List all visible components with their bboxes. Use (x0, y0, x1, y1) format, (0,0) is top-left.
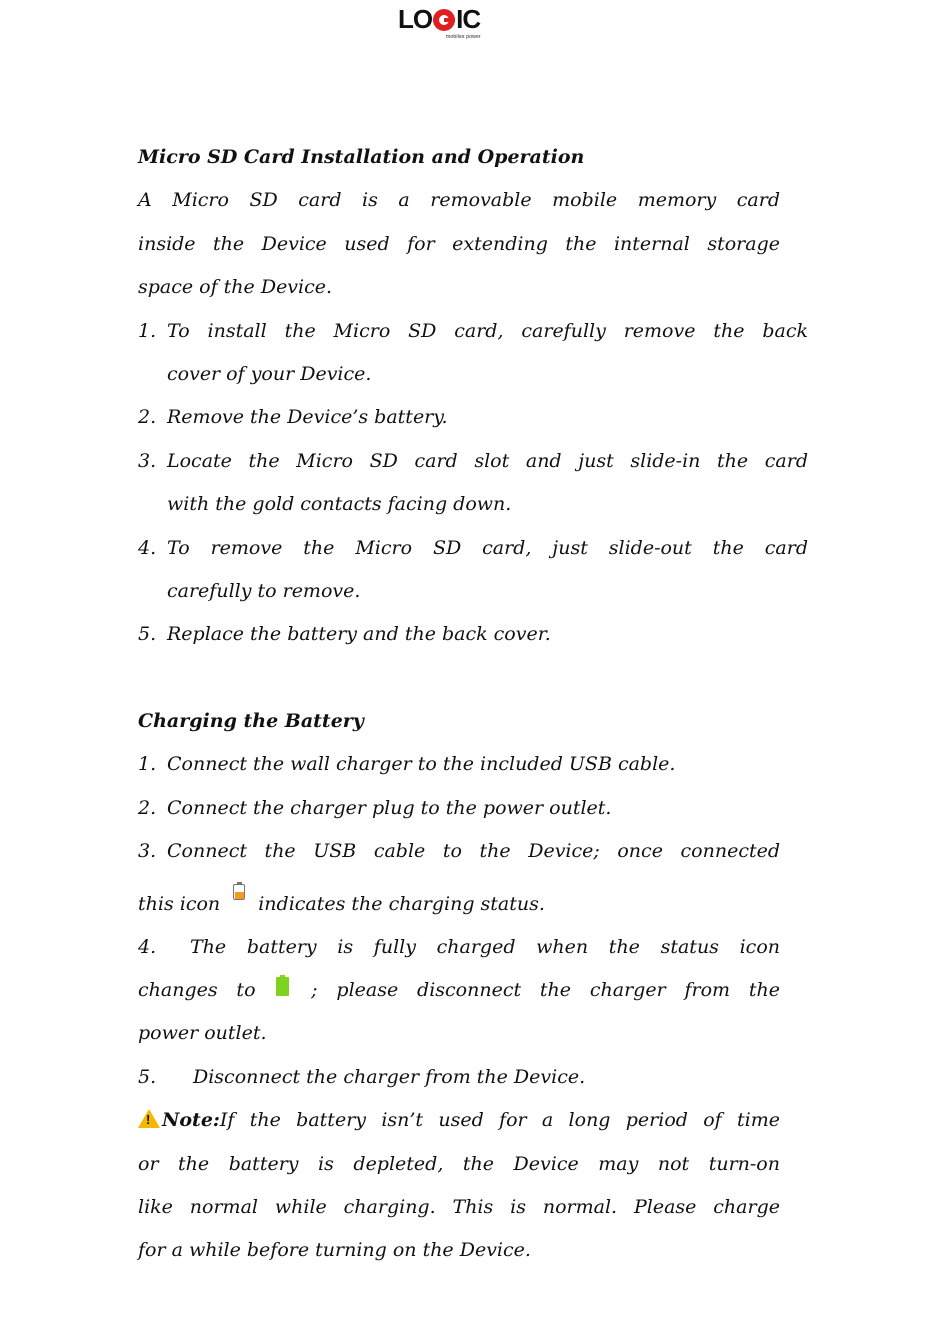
sd-section-heading: Micro SD Card Installation and Operation (138, 146, 585, 168)
charge-step-1-text: Connect the wall charger to the included USB cable. (167, 753, 676, 776)
document-body (138, 136, 808, 1273)
charge-step-4-text: The battery is fully charged when the status icon (190, 935, 780, 958)
charge-step-4-text-after: ; please disconnect the charger from the (311, 979, 780, 1002)
charge-step-2-number: 2. (138, 796, 157, 819)
charge-step-2 (138, 787, 780, 830)
charge-step-4-text-before: changes to (138, 979, 256, 1002)
charge-step-3-cont (138, 874, 780, 926)
sd-step-2-text: Remove the Device’s battery. (167, 406, 448, 429)
sd-intro-line-1: A Micro SD card is a removable mobile memory card (138, 189, 780, 212)
note-line-2: or the battery is depleted, the Device may not turn-on (138, 1152, 780, 1175)
charge-step-4-cont (138, 969, 780, 1012)
battery-full-icon (276, 975, 290, 997)
charge-step-3-text: Connect the USB cable to the Device; once connected (167, 840, 780, 863)
charge-step-3-text-after: indicates the charging status. (258, 892, 545, 915)
sd-step-5-number: 5. (138, 623, 157, 646)
sd-step-5 (138, 613, 780, 656)
note-label: Note: (162, 1109, 220, 1132)
sd-intro-line-2: inside the Device used for extending the internal storage (138, 232, 780, 255)
charge-step-4 (138, 926, 780, 969)
sd-step-1 (138, 310, 808, 353)
logo-g-icon (433, 9, 455, 31)
warning-icon (138, 1109, 160, 1128)
sd-step-3 (138, 440, 808, 483)
charging-section-heading: Charging the Battery (138, 710, 364, 733)
sd-step-2-number: 2. (138, 406, 157, 429)
charge-step-3-text-before: this icon (138, 892, 221, 915)
section-spacer (138, 657, 780, 700)
sd-step-2 (138, 396, 780, 439)
charge-step-5 (138, 1056, 780, 1099)
charge-step-4-cont-2: power outlet. (138, 1022, 267, 1045)
sd-step-1-cont: cover of your Device. (167, 362, 372, 385)
logic-logo (398, 4, 494, 44)
charge-step-2-text: Connect the charger plug to the power outlet. (167, 796, 612, 819)
sd-step-4 (138, 527, 808, 570)
sd-step-1-text: To install the Micro SD card, carefully remove the back (167, 319, 808, 342)
logo-wordmark: LO IC (398, 4, 481, 34)
charge-step-5-number: 5. (138, 1065, 157, 1088)
sd-step-5-text: Replace the battery and the back cover. (167, 623, 551, 646)
sd-step-4-cont: carefully to remove. (167, 579, 361, 602)
battery-charging-icon (232, 882, 246, 902)
note-line-4: for a while before turning on the Device. (138, 1239, 531, 1262)
charge-step-1 (138, 743, 780, 786)
sd-step-3-cont: with the gold contacts facing down. (167, 493, 512, 516)
charge-step-4-number: 4. (138, 935, 157, 958)
sd-step-1-number: 1. (138, 319, 157, 342)
note-line-1 (138, 1099, 780, 1142)
sd-step-4-text: To remove the Micro SD card, just slide-out the card (167, 536, 808, 559)
charge-step-3 (138, 830, 780, 873)
sd-intro-line-3: space of the Device. (138, 276, 333, 299)
charge-step-1-number: 1. (138, 753, 157, 776)
note-line-3: like normal while charging. This is normal. Please charge (138, 1195, 780, 1218)
note-text-1: If the battery isn’t used for a long period of time (219, 1109, 780, 1132)
charge-step-3-number: 3. (138, 840, 157, 863)
charge-step-5-text: Disconnect the charger from the Device. (193, 1065, 586, 1088)
sd-step-3-number: 3. (138, 449, 157, 472)
sd-step-4-number: 4. (138, 536, 157, 559)
warning-symbol: ! (146, 1112, 151, 1128)
logo-tagline: mobiles power (446, 34, 481, 40)
sd-step-3-text: Locate the Micro SD card slot and just slide-in the card (167, 449, 808, 472)
